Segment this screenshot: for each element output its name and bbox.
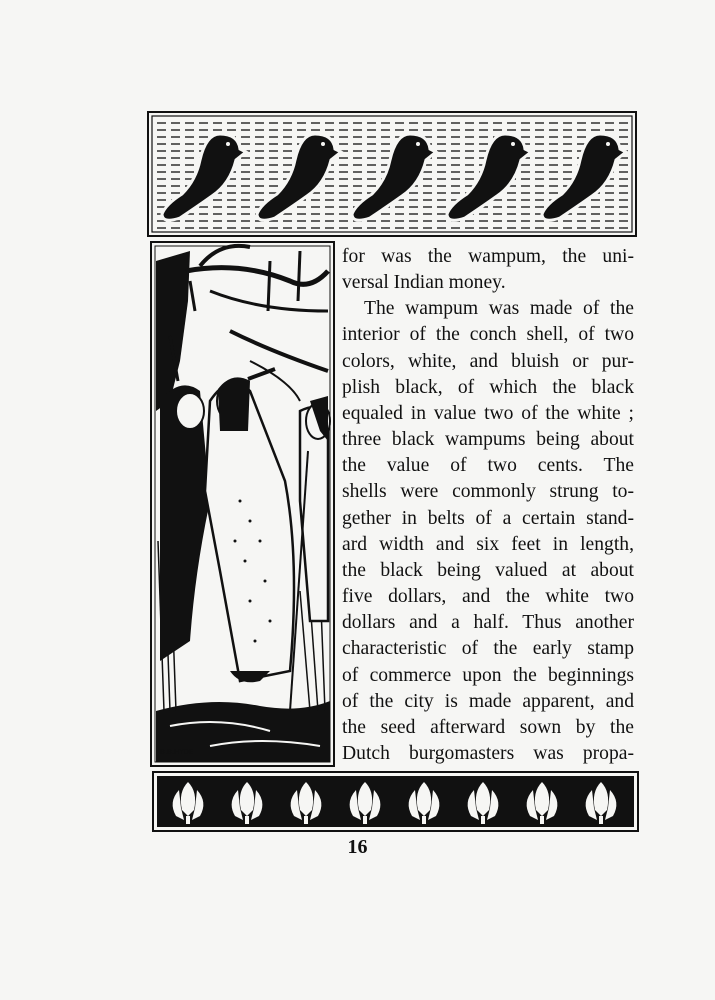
text-line: the black being valued at about [342,559,634,581]
text-line: of the city is made apparent, and [342,690,634,712]
three-native-figures-illustration [150,241,335,767]
text-line: colors, white, and bluish or pur- [342,350,634,372]
beaver-border-band [147,111,637,237]
text-line: shells were commonly strung to- [342,481,634,503]
text-line: five dollars, and the white two [342,586,634,608]
text-line: characteristic of the early stamp [342,638,634,660]
page-number: 16 [347,836,368,858]
text-line: dollars and a half. Thus another [342,612,634,634]
tulip-border-band [152,771,639,832]
text-line: Dutch burgomasters was propa- [342,742,634,764]
body-text [342,244,634,767]
text-line: gether in belts of a certain stand- [342,507,634,529]
text-line: plish black, of which the black [342,376,634,398]
text-line: equaled in value two of the white ; [342,402,634,424]
artist-signature: B.B.HYDE [160,748,194,756]
text-line: interior of the conch shell, of two [342,324,634,346]
text-line: for was the wampum, the uni- [342,246,634,267]
text-line: The wampum was made of the [364,298,634,320]
text-line: the seed afterward sown by the [342,716,634,738]
text-line: of commerce upon the beginnings [342,664,634,686]
text-line: three black wampums being about [342,429,634,451]
text-line: ard width and six feet in length, [342,533,634,555]
text-line: versal Indian money. [342,272,506,294]
text-line: the value of two cents. The [342,455,634,477]
